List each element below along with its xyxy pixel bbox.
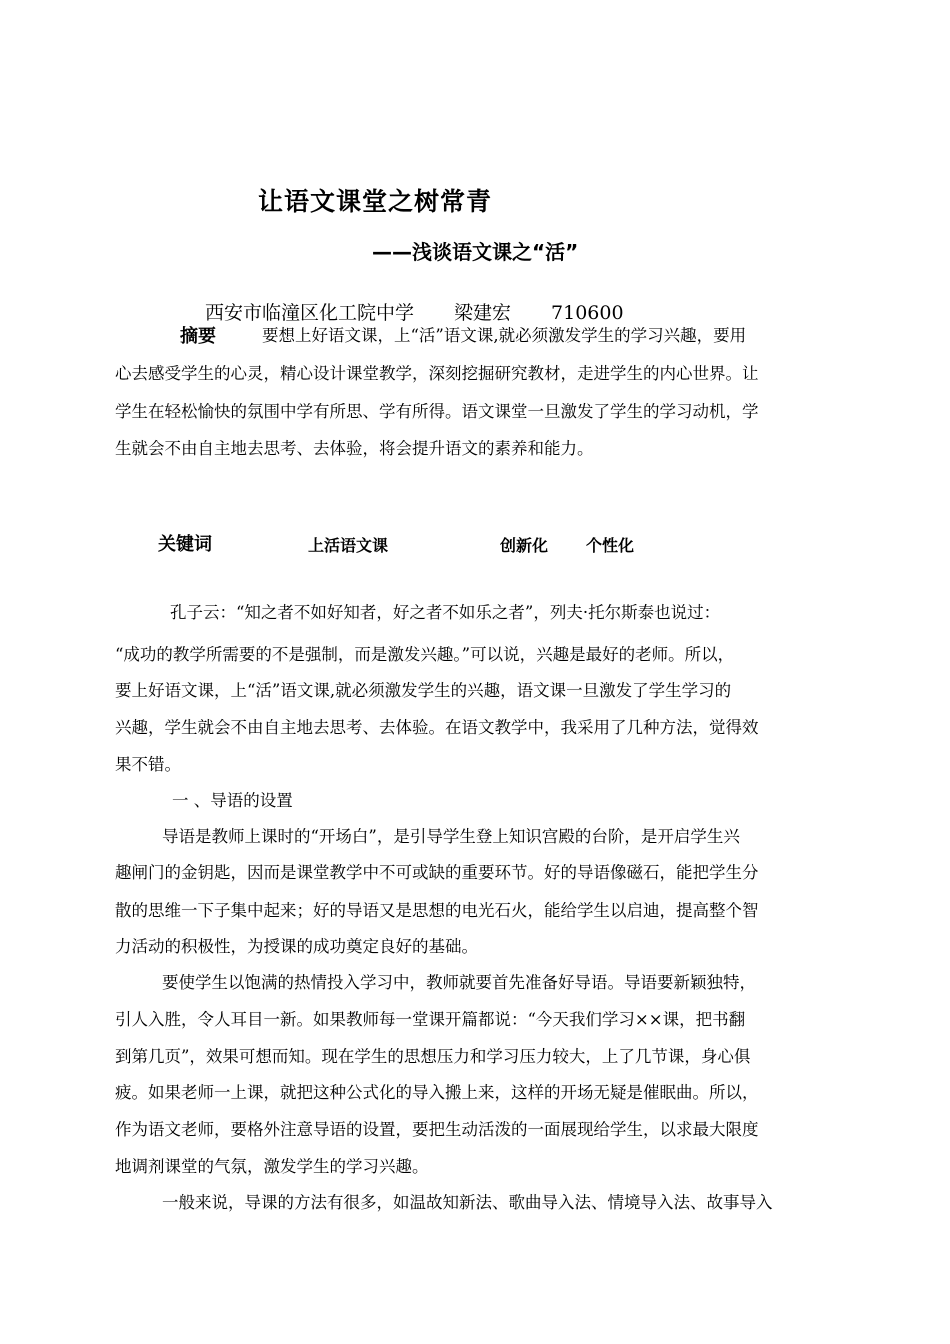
keyword-item: 个性化 [586, 536, 635, 555]
body-line: 要上好语文课，上“活”语文课,就必须激发学生的兴趣，语文课一旦激发了学生学习的 [115, 681, 732, 700]
body-line: 要使学生以饱满的热情投入学习中，教师就要首先准备好导语。导语要新颖独特， [162, 973, 756, 992]
section-heading: 一 、导语的设置 [172, 791, 293, 810]
body-line: 果不错。 [115, 755, 181, 774]
keyword-item: 上活语文课 [308, 536, 389, 555]
abstract-line: 学生在轻松愉快的氛围中学有所思、学有所得。语文课堂一旦激发了学生的学习动机，学 [115, 402, 759, 421]
abstract-label: 摘要 [180, 326, 216, 347]
body-line: 到第几页”，效果可想而知。现在学生的思想压力和学习压力较大，上了几节课，身心俱 [115, 1047, 751, 1066]
body-line: 导语是教师上课时的“开场白”，是引导学生登上知识宫殿的台阶，是开启学生兴 [162, 827, 740, 846]
body-line: 兴趣，学生就会不由自主地去思考、去体验。在语文教学中，我采用了几种方法，觉得效 [115, 718, 759, 737]
body-line: 一般来说，导课的方法有很多，如温故知新法、歌曲导入法、情境导入法、故事导入 [162, 1193, 773, 1212]
author-postcode: 710600 [551, 302, 624, 324]
abstract-line: 生就会不由自主地去思考、去体验，将会提升语文的素养和能力。 [115, 439, 594, 458]
keyword-item: 创新化 [500, 536, 549, 555]
author-name: 梁建宏 [454, 302, 512, 324]
body-line: 孔子云：“知之者不如好知者，好之者不如乐之者”，列夫·托尔斯泰也说过： [170, 603, 721, 622]
author-line [205, 298, 624, 325]
abstract-line: 要想上好语文课，上“活”语文课,就必须激发学生的学习兴趣，要用 [262, 326, 747, 345]
body-line: “成功的教学所需要的不是强制，而是激发兴趣。”可以说，兴趣是最好的老师。所以， [115, 645, 735, 664]
author-school: 西安市临潼区化工院中学 [205, 302, 415, 324]
body-line: 引人入胜，令人耳目一新。如果教师每一堂课开篇都说：“今天我们学习××课，把书翻 [115, 1010, 746, 1029]
keywords-label: 关键词 [158, 534, 212, 555]
body-line: 散的思维一下子集中起来；好的导语又是思想的电光石火，能给学生以启迪，提高整个智 [115, 901, 759, 920]
page-title: 让语文课堂之树常青 [258, 187, 493, 216]
body-line: 作为语文老师，要格外注意导语的设置，要把生动活泼的一面展现给学生，以求最大限度 [115, 1120, 759, 1139]
body-line: 地调剂课堂的气氛，激发学生的学习兴趣。 [115, 1157, 429, 1176]
body-line: 趣闸门的金钥匙，因而是课堂教学中不可或缺的重要环节。好的导语像磁石，能把学生分 [115, 863, 759, 882]
abstract-line: 心去感受学生的心灵，精心设计课堂教学，深刻挖掘研究教材，走进学生的内心世界。让 [115, 364, 759, 383]
body-line: 疲。如果老师一上课，就把这种公式化的导入搬上来，这样的开场无疑是催眠曲。所以， [115, 1083, 759, 1102]
page-subtitle: ——浅谈语文课之“活” [372, 240, 579, 264]
body-line: 力活动的积极性，为授课的成功奠定良好的基础。 [115, 937, 478, 956]
